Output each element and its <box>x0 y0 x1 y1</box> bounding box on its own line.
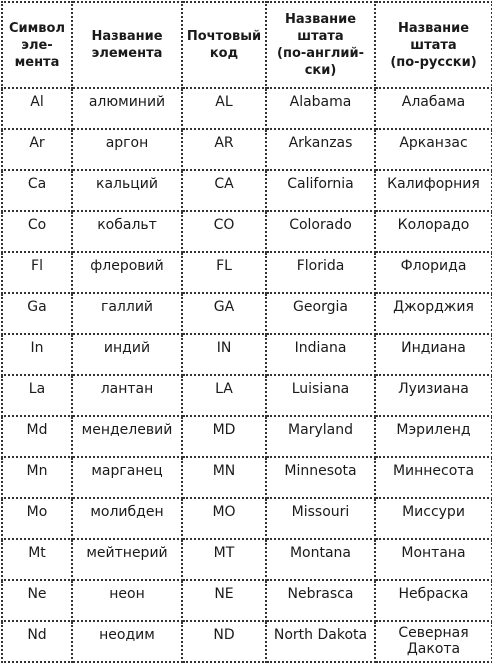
cell-element-symbol: In <box>2 334 72 375</box>
cell-state-name-english: Alabama <box>266 88 375 129</box>
cell-element-name: неон <box>72 580 182 621</box>
cell-element-name: марганец <box>72 457 182 498</box>
cell-postal-code: AL <box>182 88 266 129</box>
cell-state-name-english: Indiana <box>266 334 375 375</box>
cell-postal-code: ND <box>182 621 266 662</box>
cell-element-symbol: Al <box>2 88 72 129</box>
cell-state-name-russian: Индиана <box>375 334 492 375</box>
cell-postal-code: AR <box>182 129 266 170</box>
cell-postal-code: MO <box>182 498 266 539</box>
table-row <box>2 170 492 211</box>
cell-state-name-english: Arkanzas <box>266 129 375 170</box>
cell-element-name: молибден <box>72 498 182 539</box>
cell-state-name-russian: Арканзас <box>375 129 492 170</box>
header-state-name-english: Название штата (по-англий- ски) <box>266 2 375 88</box>
header-postal-code: Почтовый код <box>182 2 266 88</box>
cell-postal-code: CO <box>182 211 266 252</box>
table-row <box>2 252 492 293</box>
table-row <box>2 498 492 539</box>
cell-state-name-russian: Флорида <box>375 252 492 293</box>
header-element-symbol: Символ эле- мента <box>2 2 72 88</box>
cell-state-name-english: Missouri <box>266 498 375 539</box>
table-row <box>2 129 492 170</box>
cell-element-name: алюминий <box>72 88 182 129</box>
cell-state-name-english: Colorado <box>266 211 375 252</box>
cell-element-name: кобальт <box>72 211 182 252</box>
cell-state-name-english: Nebrasca <box>266 580 375 621</box>
cell-postal-code: MT <box>182 539 266 580</box>
cell-state-name-russian: Джорджия <box>375 293 492 334</box>
cell-postal-code: IN <box>182 334 266 375</box>
cell-state-name-russian: Колорадо <box>375 211 492 252</box>
cell-state-name-english: California <box>266 170 375 211</box>
table-row <box>2 211 492 252</box>
cell-element-symbol: Mt <box>2 539 72 580</box>
cell-element-name: галлий <box>72 293 182 334</box>
table-row <box>2 334 492 375</box>
cell-state-name-russian: Луизиана <box>375 375 492 416</box>
cell-state-name-russian: Миннесота <box>375 457 492 498</box>
header-state-name-russian: Название штата (по-русски) <box>375 2 492 88</box>
cell-element-symbol: Ca <box>2 170 72 211</box>
cell-element-name: аргон <box>72 129 182 170</box>
cell-element-name: неодим <box>72 621 182 662</box>
cell-state-name-english: North Dakota <box>266 621 375 662</box>
cell-element-symbol: Fl <box>2 252 72 293</box>
cell-element-name: флеровий <box>72 252 182 293</box>
table-header <box>2 2 492 88</box>
cell-element-symbol: Mo <box>2 498 72 539</box>
cell-element-symbol: Ne <box>2 580 72 621</box>
cell-state-name-english: Florida <box>266 252 375 293</box>
cell-postal-code: GA <box>182 293 266 334</box>
cell-state-name-russian: Миссури <box>375 498 492 539</box>
header-row <box>2 2 492 88</box>
cell-postal-code: CA <box>182 170 266 211</box>
cell-element-name: менделевий <box>72 416 182 457</box>
cell-state-name-russian: Алабама <box>375 88 492 129</box>
table-row <box>2 293 492 334</box>
cell-postal-code: LA <box>182 375 266 416</box>
cell-state-name-english: Montana <box>266 539 375 580</box>
cell-postal-code: MN <box>182 457 266 498</box>
cell-state-name-russian: Мэриленд <box>375 416 492 457</box>
cell-postal-code: MD <box>182 416 266 457</box>
cell-element-symbol: Md <box>2 416 72 457</box>
elements-states-table <box>1 1 492 663</box>
cell-element-symbol: Ar <box>2 129 72 170</box>
table-body <box>2 88 492 662</box>
cell-state-name-english: Georgia <box>266 293 375 334</box>
cell-state-name-english: Maryland <box>266 416 375 457</box>
cell-element-symbol: La <box>2 375 72 416</box>
cell-state-name-russian: Небраска <box>375 580 492 621</box>
header-element-name: Название элемента <box>72 2 182 88</box>
table-row <box>2 375 492 416</box>
cell-element-symbol: Ga <box>2 293 72 334</box>
cell-state-name-english: Minnesota <box>266 457 375 498</box>
table-row <box>2 539 492 580</box>
cell-state-name-english: Luisiana <box>266 375 375 416</box>
cell-state-name-russian: Монтана <box>375 539 492 580</box>
cell-element-name: индий <box>72 334 182 375</box>
cell-element-symbol: Mn <box>2 457 72 498</box>
table-row <box>2 621 492 662</box>
cell-element-name: кальций <box>72 170 182 211</box>
table-row <box>2 416 492 457</box>
cell-state-name-russian: Северная Дакота <box>375 621 492 662</box>
cell-postal-code: NE <box>182 580 266 621</box>
table-row <box>2 88 492 129</box>
cell-element-symbol: Co <box>2 211 72 252</box>
table-row <box>2 457 492 498</box>
table-row <box>2 580 492 621</box>
cell-element-name: мейтнерий <box>72 539 182 580</box>
cell-state-name-russian: Калифорния <box>375 170 492 211</box>
cell-element-symbol: Nd <box>2 621 72 662</box>
cell-element-name: лантан <box>72 375 182 416</box>
cell-postal-code: FL <box>182 252 266 293</box>
